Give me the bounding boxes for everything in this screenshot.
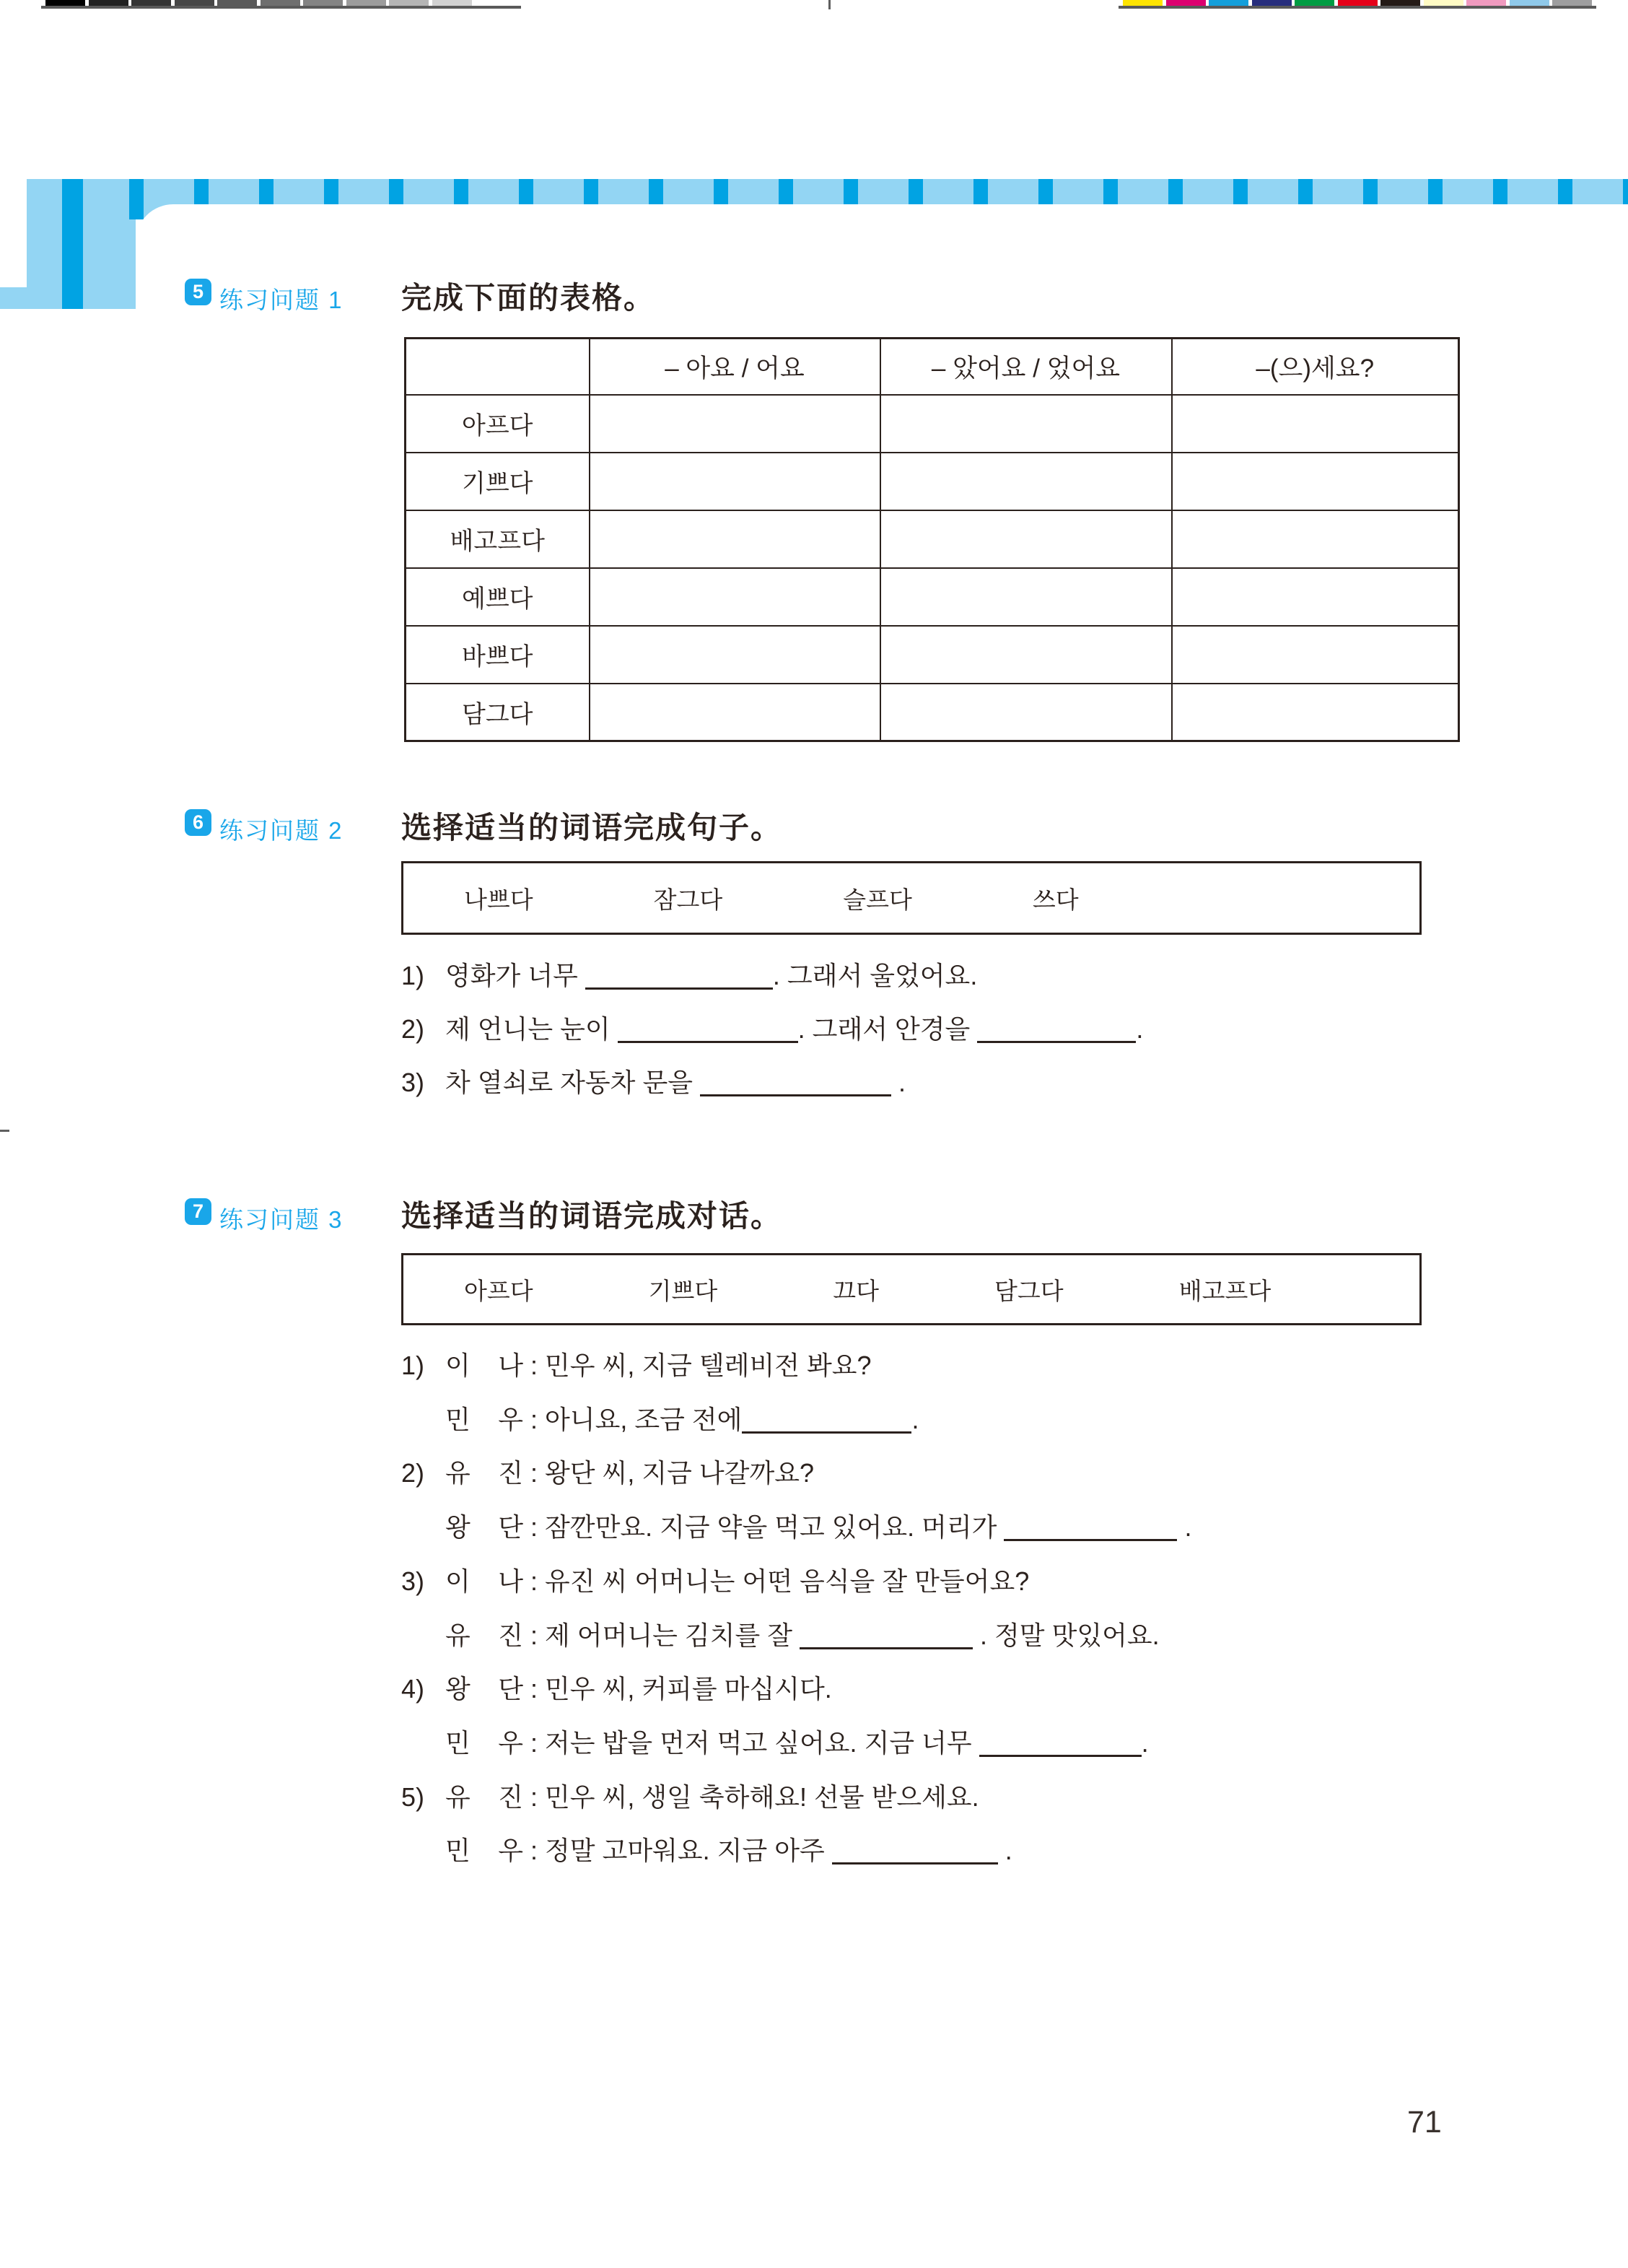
speaker-name: 이 나 [445, 1566, 523, 1596]
sentence-text: . [997, 1836, 1012, 1866]
item-number: 2) [401, 1458, 425, 1488]
table-empty-cell [590, 510, 880, 568]
table-empty-cell [1172, 626, 1459, 684]
dialogue-line [401, 1727, 1149, 1758]
dialogue-line [401, 1566, 1029, 1597]
color-swatch [1295, 0, 1334, 6]
item-number: 1) [401, 961, 425, 990]
sentence-text: 민우 씨, 지금 텔레비전 봐요? [545, 1351, 872, 1380]
color-swatch [1338, 0, 1378, 6]
table-row [406, 568, 1459, 626]
color-bar-strip [1119, 6, 1596, 9]
item-number: 4) [401, 1674, 425, 1704]
grayscale-swatch [432, 0, 472, 6]
word-bank-word: 배고프다 [1178, 1277, 1272, 1304]
color-swatch [1380, 0, 1420, 6]
sentence-text: . 그래서 울었어요. [772, 961, 978, 990]
conjugation-table [404, 337, 1460, 742]
left-decoration-tab [0, 287, 27, 309]
speaker-separator: : [523, 1566, 546, 1596]
word-bank-word: 쓰다 [1032, 886, 1079, 913]
table-empty-cell [590, 684, 880, 741]
grayscale-swatch [389, 0, 429, 6]
item-number: 1) [401, 1351, 425, 1380]
sentence-text: 왕단 씨, 지금 나갈까요? [545, 1458, 815, 1488]
dialogue-line [401, 1620, 1160, 1651]
grayscale-swatch [261, 0, 300, 6]
dialogue-line [401, 1350, 872, 1381]
color-swatch [1166, 0, 1206, 6]
word-bank-word: 잠그다 [653, 886, 723, 913]
table-empty-cell [1172, 395, 1459, 453]
dialogue-line [401, 1457, 814, 1488]
table-row-label: 예쁘다 [406, 568, 590, 626]
exercise3-word-bank [401, 1253, 1422, 1325]
sentence-text: 민우 씨, 커피를 마십시다. [545, 1674, 832, 1704]
table-header-cell: – 았어요 / 었어요 [880, 339, 1172, 395]
exercise2-word-bank [401, 861, 1422, 935]
item-number: 3) [401, 1566, 425, 1596]
answer-blank [1004, 1513, 1177, 1541]
table-header-cell [406, 339, 590, 395]
sentence-text: 민우 씨, 생일 축하해요! 선물 받으세요. [545, 1781, 979, 1812]
speaker-separator: : [523, 1458, 546, 1488]
dialogue-line [401, 1404, 919, 1435]
exercise2-item [401, 1067, 906, 1098]
table-empty-cell [880, 626, 1172, 684]
color-swatch [1552, 0, 1592, 6]
item-number: 2) [401, 1014, 425, 1044]
table-row-label: 기쁘다 [406, 453, 590, 510]
table-row [406, 684, 1459, 741]
sentence-text: . 그래서 안경을 [797, 1014, 978, 1044]
sentence-text: 제 어머니는 김치를 잘 [545, 1620, 800, 1650]
sentence-text: 제 언니는 눈이 [445, 1014, 618, 1044]
speaker-name: 민 우 [445, 1836, 523, 1866]
color-swatch [1123, 0, 1163, 6]
speaker-name: 민 우 [445, 1727, 523, 1758]
table-row-label: 배고프다 [406, 510, 590, 568]
table-empty-cell [1172, 510, 1459, 568]
speaker-separator: : [523, 1512, 546, 1543]
color-swatch [1252, 0, 1292, 6]
grayscale-swatch [89, 0, 128, 6]
speaker-name: 이 나 [445, 1351, 523, 1380]
registration-mark-left [0, 1130, 9, 1132]
grayscale-swatch [175, 0, 214, 6]
dialogue-line [401, 1835, 1012, 1866]
sentence-text: . [911, 1404, 919, 1434]
exercise2-item [401, 960, 977, 991]
table-row-label: 담그다 [406, 684, 590, 741]
answer-blank [800, 1621, 973, 1649]
color-swatch [1510, 0, 1549, 6]
table-empty-cell [880, 453, 1172, 510]
speaker-name: 왕 단 [445, 1674, 523, 1704]
word-bank-word: 아프다 [464, 1277, 533, 1304]
sentence-text: . [891, 1068, 906, 1097]
sentence-text: 차 열쇠로 자동차 문을 [445, 1068, 700, 1097]
answer-blank [618, 1015, 798, 1043]
dialogue-line [401, 1781, 979, 1813]
section7-badge: 7 [185, 1198, 211, 1225]
table-empty-cell [1172, 568, 1459, 626]
registration-mark-top-center [828, 0, 831, 9]
speaker-separator: : [523, 1674, 546, 1704]
grayscale-swatch [217, 0, 257, 6]
sentence-text: 유진 씨 어머니는 어떤 음식을 잘 만들어요? [545, 1566, 1030, 1596]
color-swatch [1424, 0, 1463, 6]
grayscale-swatch [346, 0, 386, 6]
item-number: 3) [401, 1068, 425, 1097]
table-empty-cell [880, 395, 1172, 453]
grayscale-bar-strip [41, 6, 521, 9]
table-header-cell: – 아요 / 어요 [590, 339, 880, 395]
section5-label: 练习问题 1 [219, 287, 343, 313]
word-bank-word: 끄다 [833, 1277, 880, 1304]
speaker-separator: : [523, 1620, 546, 1650]
table-empty-cell [590, 395, 880, 453]
table-empty-cell [590, 626, 880, 684]
speaker-name: 왕 단 [445, 1512, 523, 1543]
conjugation-table-header-row [406, 339, 1459, 395]
table-empty-cell [880, 568, 1172, 626]
table-empty-cell [880, 510, 1172, 568]
band-dash [129, 179, 144, 219]
section7-instruction: 选择适当的词语完成对话。 [401, 1199, 783, 1233]
table-empty-cell [590, 453, 880, 510]
answer-blank [742, 1405, 911, 1434]
answer-blank [585, 961, 773, 990]
table-row [406, 395, 1459, 453]
sentence-text: . 정말 맛있어요. [973, 1620, 1160, 1650]
answer-blank [832, 1836, 998, 1864]
speaker-separator: : [523, 1727, 546, 1758]
answer-blank [979, 1729, 1142, 1757]
table-row [406, 510, 1459, 568]
speaker-name: 유 진 [445, 1781, 523, 1812]
table-empty-cell [1172, 453, 1459, 510]
table-row-label: 아프다 [406, 395, 590, 453]
table-row-label: 바쁘다 [406, 626, 590, 684]
sentence-text: 저는 밥을 먼저 먹고 싶어요. 지금 너무 [545, 1727, 979, 1758]
answer-blank [977, 1015, 1136, 1043]
speaker-separator: : [523, 1404, 546, 1434]
speaker-name: 유 진 [445, 1620, 523, 1650]
section6-label: 练习问题 2 [219, 817, 343, 844]
sentence-text: . [1136, 1014, 1144, 1044]
section6-instruction: 选择适当的词语完成句子。 [401, 811, 783, 845]
section5-instruction: 完成下面的表格。 [401, 281, 656, 315]
table-row [406, 626, 1459, 684]
word-bank-word: 기쁘다 [648, 1277, 718, 1304]
answer-blank [700, 1068, 891, 1096]
word-bank-word: 나쁘다 [464, 886, 533, 913]
grayscale-swatch [303, 0, 343, 6]
sentence-text: 잠깐만요. 지금 약을 먹고 있어요. 머리가 [545, 1512, 1005, 1543]
table-row [406, 453, 1459, 510]
sentence-text: 정말 고마워요. 지금 아주 [545, 1836, 832, 1866]
sentence-text: . [1141, 1727, 1149, 1758]
grayscale-swatch [45, 0, 85, 6]
speaker-separator: : [523, 1351, 546, 1380]
speaker-name: 유 진 [445, 1458, 523, 1488]
sentence-text: 아니요, 조금 전에 [545, 1404, 743, 1434]
table-empty-cell [880, 684, 1172, 741]
left-decoration-stripe [62, 179, 83, 309]
grayscale-swatch [131, 0, 171, 6]
exercise2-item [401, 1013, 1143, 1044]
section5-badge: 5 [185, 279, 211, 305]
color-swatch [1466, 0, 1506, 6]
table-empty-cell [590, 568, 880, 626]
section7-label: 练习问题 3 [219, 1206, 343, 1233]
color-swatch [1209, 0, 1248, 6]
speaker-separator: : [523, 1781, 546, 1812]
item-number: 5) [401, 1781, 425, 1812]
table-empty-cell [1172, 684, 1459, 741]
dialogue-line [401, 1673, 832, 1704]
page-number: 71 [1407, 2105, 1442, 2140]
speaker-separator: : [523, 1836, 546, 1866]
section6-badge: 6 [185, 809, 211, 836]
sentence-text: 영화가 너무 [445, 961, 585, 990]
table-header-cell: –(으)세요? [1172, 339, 1459, 395]
word-bank-word: 담그다 [994, 1277, 1064, 1304]
speaker-name: 민 우 [445, 1404, 523, 1434]
dialogue-line [401, 1512, 1191, 1543]
grayscale-swatch [475, 0, 515, 6]
sentence-text: . [1177, 1512, 1192, 1543]
word-bank-word: 슬프다 [843, 886, 912, 913]
